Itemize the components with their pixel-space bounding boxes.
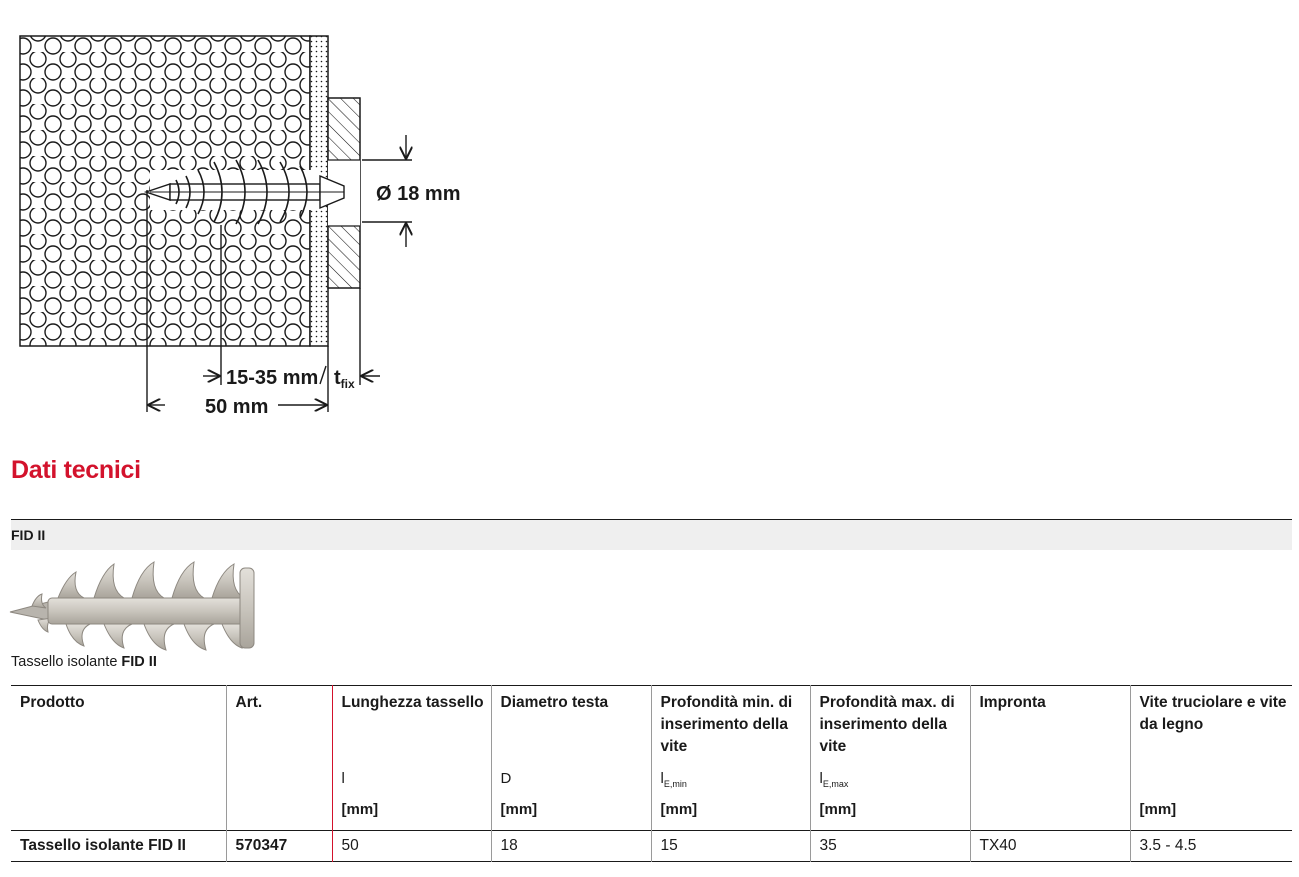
cell-profondita-max: 35 [810,831,970,862]
header-profondita-max: Profondità max. di inserimento della vite $l_{E,max}$ [mm] [810,686,970,831]
product-bar-label: FID II [11,527,46,543]
length-label: 50 mm [205,396,269,418]
cell-lunghezza: 50 [332,831,491,862]
cell-vite: 3.5 - 4.5 [1130,831,1292,862]
insertion-depth-label: 15-35 mm [226,367,319,389]
cell-impronta: TX40 [970,831,1130,862]
header-lunghezza: Lunghezza tassello l [mm] [332,686,491,831]
table-header-row [11,686,1292,831]
header-impronta: Impronta [970,686,1130,831]
cell-art: 570347 [226,831,332,862]
installation-drawing [0,0,470,425]
header-diametro: Diametro testa D [mm] [491,686,651,831]
cell-diametro: 18 [491,831,651,862]
cell-prodotto: Tassello isolante FID II [20,837,186,854]
cell-profondita-min: 15 [651,831,810,862]
product-caption: Tassello isolante FID II [11,654,157,670]
section-title: Dati tecnici [11,456,141,484]
header-prodotto: Prodotto [20,694,85,711]
product-bar [11,519,1292,550]
table-row [11,831,1292,862]
diameter-label: Ø 18 mm [376,183,461,205]
header-art: Art. [226,686,332,831]
technical-data-table [11,685,1292,862]
header-vite: Vite truciolare e vite da legno [mm] [1130,686,1292,831]
tfix-label: $t_{fix}$ [334,367,355,391]
header-profondita-min: Profondità min. di inserimento della vite $l_{E,min}$ [mm] [651,686,810,831]
product-photo [8,560,258,652]
